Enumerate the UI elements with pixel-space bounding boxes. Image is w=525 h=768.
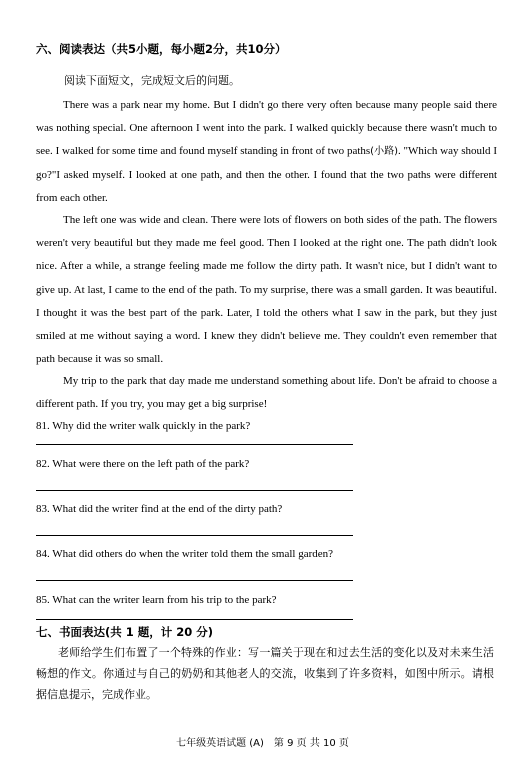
question-81: 81. Why did the writer walk quickly in the park?	[36, 420, 251, 432]
passage-paragraph-1-text-end: . "Which way should I go?"I asked myself. I looked at one path, and then the other. I found that the two paths were different from each other.	[36, 145, 497, 204]
passage-paragraph-3: My trip to the park that day made me understand something about life. Don't be afraid to choose a different path. If you try, you may get a big surprise!	[36, 375, 497, 411]
chinese-annotation: (小路)	[370, 146, 399, 158]
section-7-title: 七、书面表达(共 1 题，计 20 分)	[36, 625, 214, 639]
reading-instruction: 阅读下面短文，完成短文后的问题。	[64, 74, 240, 87]
passage-paragraph-2: The left one was wide and clean. There were lots of flowers on both sides of the path. The flowers weren't very beautiful but they made me feel good. Then I looked at the right one. The path didn't look nice. After a while, a strange feeling made me follow the dirty path. It wasn't nice, but I didn't want to give up. At last, I came to the end of the path. To my surprise, there was a small garden. It was beautiful. I thought it was the best part of the park. Later, I told the others what I saw in the park, but they just smiled at me without saying a word. I knew they didn't believe me. They couldn't even remember that path because it was so small.	[36, 214, 497, 366]
answer-line-81[interactable]	[36, 444, 353, 445]
writing-task-description: 老师给学生们布置了一个特殊的作业：写一篇关于现在和过去生活的变化以及对未来生活畅想的作文。你通过与自己的奶奶和其他老人的交流，收集到了许多资料，如图中所示。请根据信息提示，完成作业。	[36, 646, 494, 701]
passage-paragraph-1-text: There was a park near my home. But I didn't go there very often because many people said there was nothing special. One afternoon I went into the park. I walked quickly because there wasn't much to see. I walked for some time and found myself standing in front of two paths	[36, 99, 497, 158]
passage-paragraph-1	[36, 94, 497, 210]
answer-line-84[interactable]	[36, 580, 353, 581]
question-82: 82. What were there on the left path of the park?	[36, 458, 250, 470]
page-footer	[0, 737, 525, 751]
question-84: 84. What did others do when the writer told them the small garden?	[36, 548, 334, 560]
section-6-title: 六、阅读表达（共5小题，每小题2分，共10分）	[36, 42, 287, 56]
exam-name: 七年级英语试题 (A)	[176, 738, 264, 749]
question-85: 85. What can the writer learn from his trip to the park?	[36, 594, 277, 606]
question-83: 83. What did the writer find at the end of the dirty path?	[36, 503, 283, 515]
answer-line-82[interactable]	[36, 490, 353, 491]
answer-line-85[interactable]	[36, 619, 353, 620]
answer-line-83[interactable]	[36, 535, 353, 536]
page-number: 第 9 页 共 10 页	[273, 738, 349, 749]
